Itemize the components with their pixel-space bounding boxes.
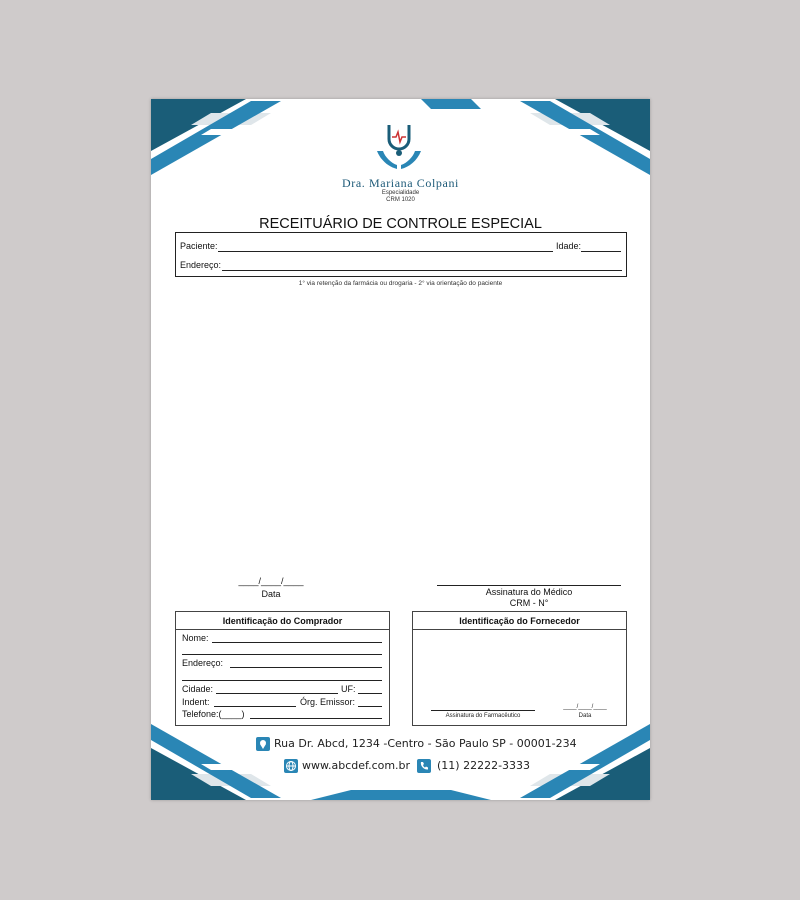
doctor-signature-line[interactable] [437,585,621,586]
location-pin-icon [256,737,270,751]
buyer-id-field[interactable] [214,706,296,707]
copy-routing-note: 1° via retenção da farmácia ou drogaria - 2° via orientação do paciente [298,280,503,287]
buyer-address-field[interactable] [230,667,382,668]
stethoscope-hands-logo [373,121,425,173]
buyer-box-title: Identificação do Comprador [176,612,389,630]
doctor-signature-label: Assinatura do Médico [485,587,573,597]
patient-info-box [175,232,627,277]
buyer-address-field-2[interactable] [182,680,382,681]
buyer-name-field-2[interactable] [182,654,382,655]
contact-website[interactable]: www.abcdef.com.br [302,759,411,772]
buyer-address-label: Endereço: [182,658,224,668]
patient-field[interactable] [218,251,553,252]
age-field[interactable] [581,251,621,252]
buyer-phone-field[interactable] [250,718,382,719]
doctor-specialty: Especialidade [381,190,420,196]
date-label: Data [261,589,281,599]
address-label: Endereço: [180,260,222,270]
buyer-city-field[interactable] [216,693,338,694]
buyer-issuer-field[interactable] [358,706,382,707]
buyer-issuer-label: Órg. Emissor: [300,697,356,707]
phone-icon [417,759,431,773]
buyer-id-label: Indent: [182,697,210,707]
supplier-box-title: Identificação do Fornecedor [413,612,626,630]
contact-phone[interactable]: (11) 22222-3333 [437,759,531,772]
globe-icon [284,759,298,773]
buyer-state-label: UF: [341,684,356,694]
buyer-name-label: Nome: [182,633,209,643]
supplier-date-blank[interactable]: ____/____/____ [563,704,607,710]
buyer-phone-label: Telefone:(____) [182,709,245,719]
form-title: RECEITUÁRIO DE CONTROLE ESPECIAL [259,216,542,232]
age-label: Idade: [556,241,582,251]
buyer-city-label: Cidade: [182,684,214,694]
buyer-identification-box [175,611,390,726]
buyer-name-field[interactable] [212,642,382,643]
contact-address: Rua Dr. Abcd, 1234 -Centro - São Paulo SP - 00001-234 [274,737,577,750]
buyer-state-field[interactable] [358,693,382,694]
supplier-date-label: Data [578,713,592,719]
doctor-name: Dra. Mariana Colpani [342,176,459,190]
date-blank[interactable]: ____/____/____ [238,576,304,586]
doctor-crm: CRM 1020 [386,197,415,203]
pharmacist-signature-label: Assinatura do Farmacêutico [445,713,521,719]
patient-label: Paciente: [180,241,218,251]
supplier-identification-box [412,611,627,726]
pharmacist-signature-line[interactable] [431,710,535,711]
prescription-page [151,99,650,800]
address-field[interactable] [222,270,622,271]
doctor-crm-label: CRM - N° [509,598,549,608]
